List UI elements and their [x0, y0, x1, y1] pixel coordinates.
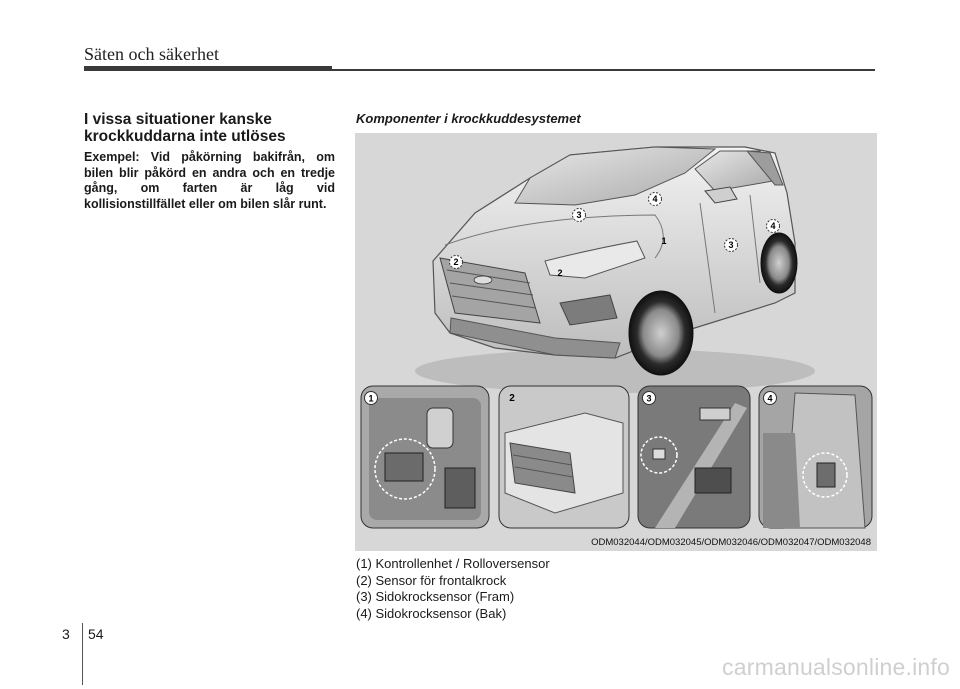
callout-2: 2: [509, 393, 515, 404]
detail-panel-2: [499, 386, 629, 528]
rear-wheel: [761, 233, 797, 293]
main-label-4b: 4: [770, 221, 776, 231]
legend-item: (3) Sidokrocksensor (Fram): [356, 589, 515, 604]
callout-4: 4: [767, 393, 773, 404]
airbag-components-figure: [355, 133, 877, 551]
header-rule: [84, 66, 332, 71]
legend-list: [356, 556, 550, 622]
image-code: ODM032044/ODM032045/ODM032046/ODM032047/ODM032048: [591, 537, 871, 548]
car-illustration: [355, 133, 877, 551]
callout-1: 1: [368, 393, 374, 404]
main-label-4a: 4: [652, 194, 658, 204]
front-wheel: [629, 291, 693, 375]
main-label-3a: 3: [576, 210, 582, 220]
main-label-1: 1: [661, 236, 667, 246]
main-label-2b: 2: [557, 268, 563, 278]
figure-caption: Komponenter i krockkuddesystemet: [356, 111, 581, 126]
section-title: Säten och säkerhet: [84, 44, 219, 64]
legend-item: (2) Sensor för frontalkrock: [356, 572, 507, 588]
subheading: I vissa situationer kanske krockkuddarna inte utlöses: [84, 111, 286, 145]
detail-panel-1: [361, 386, 489, 528]
callout-3: 3: [646, 393, 652, 404]
main-label-3b: 3: [728, 240, 734, 250]
detail-panel-3: [638, 386, 750, 528]
body-paragraph: Exempel: Vid påkörning bakifrån, om bilen blir påkörd en andra och en tredje gång, om farten är låg vid kollisionstillfället eller om bilen slår runt.: [84, 150, 335, 211]
page-number: 54: [88, 626, 104, 642]
header-rule-thin: [332, 69, 875, 71]
chapter-number: 3: [62, 626, 70, 642]
watermark: carmanualsonline.info: [722, 654, 950, 680]
main-label-2a: 2: [453, 257, 459, 267]
footer-divider: [82, 623, 83, 685]
legend-item: (1) Kontrollenhet / Rolloversensor: [356, 556, 550, 571]
legend-item: (4) Sidokrocksensor (Bak): [356, 605, 507, 621]
detail-panel-4: [759, 386, 872, 528]
